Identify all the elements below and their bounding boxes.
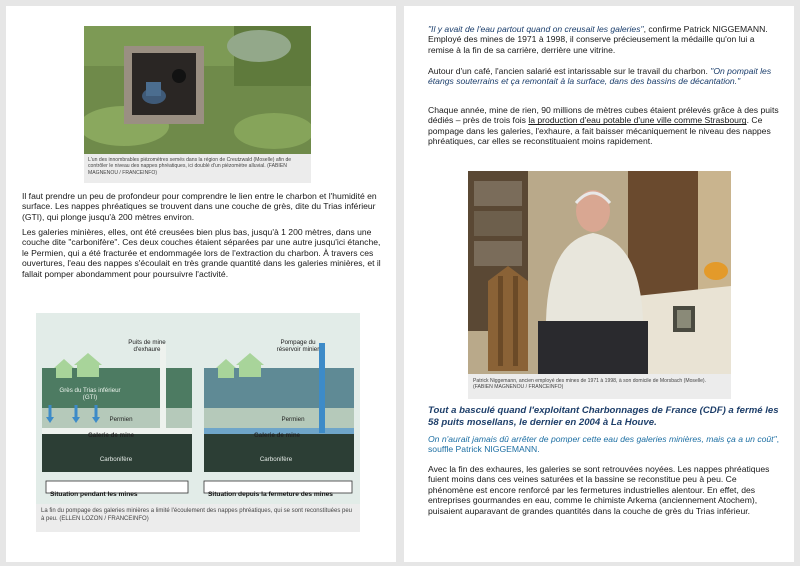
paragraph-cout	[428, 434, 780, 455]
geology-diagram	[36, 313, 360, 504]
piezometer-caption: L'un des innombrables piézomètres semés dans la région de Creutzwald (Moselle) afin de contrôler le niveau des nappes phréatiques, ici doublé d'un piézomètre alluvial. (FABIEN MAGNENOU / FRANCEINFO)	[88, 157, 292, 176]
paragraph-niggemann-rest: , confirme Patrick NIGGEMANN. Employé des mines de 1971 à 1998, il conserve précieusement la médaille qu'on lui a remise à la fin de sa carrière, derrière une vitrine.	[428, 24, 768, 55]
paragraph-cafe-start: Autour d'un café, l'ancien salarié est intarissable sur le travail du charbon.	[428, 66, 711, 76]
headline-cdf: Tout a basculé quand l'exploitant Charbonnages de France (CDF) a fermé les 58 puits mosellans, le dernier en 2004 à La Houve.	[428, 405, 779, 428]
label-carbonifere-left: Carbonifère	[99, 456, 133, 463]
document-page-left	[6, 6, 396, 562]
portrait-caption-box	[468, 374, 731, 399]
paragraph-cout-end: , souffle Patrick NIGGEMANN.	[428, 434, 780, 455]
paragraph-pompage-start: Chaque année, mine de rien, 90 millions de mètres cubes étaient prélevés grâce à des puits dédiés – près de trois fois	[428, 105, 779, 126]
link-strasbourg[interactable]: la production d'eau potable d'une ville comme Strasbourg	[528, 115, 747, 126]
label-permien-right: Permien	[281, 416, 305, 423]
piezometer-photo	[84, 26, 311, 154]
label-carbonifere-right: Carbonifère	[259, 456, 293, 463]
label-puits-exhaure: Puits de mine d'exhaure	[128, 339, 166, 354]
paragraph-niggemann	[428, 24, 780, 55]
label-galerie-left: Galerie de mine	[87, 432, 135, 439]
label-galerie-right: Galerie de mine	[253, 432, 301, 439]
paragraph-carbonifere: Les galeries minières, elles, ont été creusées bien plus bas, jusqu'à 1 200 mètres, dans une couche dite "carbonifère". Ces deux couches étaient séparées par une autre jusqu'ici étanche, le Permien, qui a été fracturée et endommagée lors de l'extraction du charbon. À travers ces ouvertures, l'eau des nappes s'écoulait en très grande quantité dans les galeries minières, et il fallait pomper abondamment pour poursuivre l'activité.	[22, 227, 381, 279]
diagram-caption: La fin du pompage des galeries minières a limité l'écoulement des nappes phréatiques, qui se sont reconstituées peu à peu. (ELLEN LOZON / FRANCEINFO)	[41, 508, 353, 522]
label-permien-left: Permien	[109, 416, 133, 423]
paragraph-cafe	[428, 66, 780, 87]
piezometer-photo-drawing	[84, 26, 311, 154]
diagram-caption-box	[36, 504, 360, 532]
portrait-photo-drawing	[468, 171, 731, 374]
paragraph-pompage	[428, 105, 780, 147]
quote-cout: On n'aurait jamais dû arrêter de pomper cette eau des galeries minières, mais ça a un coût"	[428, 434, 777, 444]
quote-eau-partout: "Il y avait de l'eau partout quand on creusait les galeries"	[428, 24, 644, 34]
quote-etangs: "On pompait les étangs souterrains et ça remontait à la surface, dans des bassins de décantation."	[428, 66, 772, 87]
paragraph-exhaures: Avec la fin des exhaures, les galeries se sont retrouvées noyées. Les nappes phréatiques fuient moins dans ces veines saturées et la bassine se reconstitue peu à peu. Ce phénomène est encore renforcé par les fermetures industrielles alentour. En effet, des entreprises gourmandes en eau, comme le chimiste Arkema (anciennement Atochem), puisaient auparavant de grandes quantités dans la couche de grès du Trias inférieur.	[428, 464, 770, 516]
label-gti: Grès du Trias inférieur (GTI)	[59, 387, 121, 402]
portrait-caption: Patrick Niggemann, ancien employé des mines de 1971 à 1998, à son domicile de Morsbach (Moselle). (FABIEN MAGNENOU / FRANCEINFO)	[473, 378, 707, 391]
paragraph-gti: Il faut prendre un peu de profondeur pour comprendre le lien entre le charbon et l'humidité en surface. Les nappes phréatiques se trouvent dans une couche de grès, dite du Trias inférieur (GTI), qui plonge jusqu'à 200 mètres environ.	[22, 191, 377, 222]
label-situation-after: Situation depuis la fermeture des mines	[208, 491, 333, 498]
label-situation-mining: Situation pendant les mines	[50, 491, 138, 498]
piezometer-caption-box	[84, 154, 311, 183]
label-pompage-reservoir: Pompage du réservoir minier	[276, 339, 320, 354]
paragraph-pompage-end: . Ce pompage dans les galeries, l'exhaure, a fait baisser mécaniquement le niveau des nappes phréatiques, car elles se reconstituaient moins rapidement.	[428, 115, 771, 147]
portrait-photo	[468, 171, 731, 374]
document-page-right	[404, 6, 794, 562]
